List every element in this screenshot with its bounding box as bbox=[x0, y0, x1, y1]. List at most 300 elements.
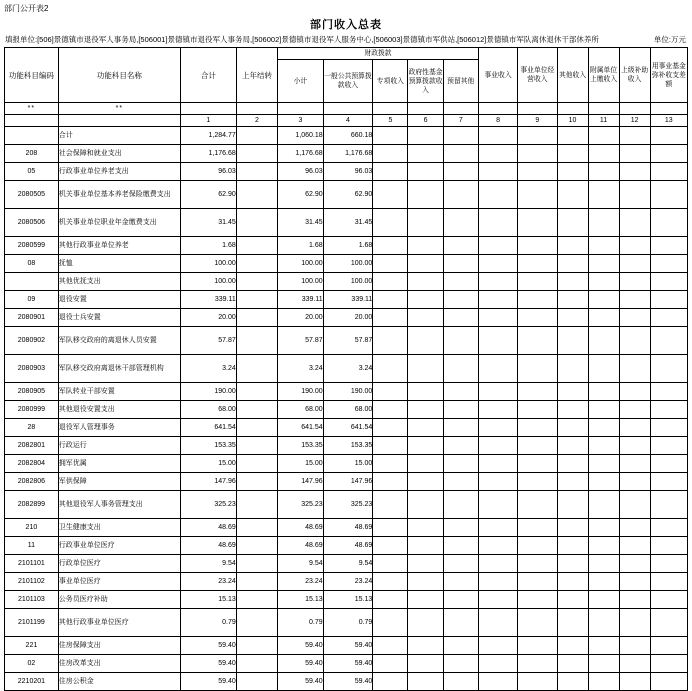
cell-affiliated-income bbox=[588, 237, 619, 255]
table-column-number-row bbox=[5, 115, 688, 127]
cell-affiliated-income bbox=[588, 355, 619, 383]
star-cell-9 bbox=[443, 103, 478, 115]
cell-other-income bbox=[557, 127, 588, 145]
cell-special-income bbox=[373, 437, 408, 455]
cell-superior-subsidy bbox=[619, 355, 650, 383]
cell-fiscal-subtotal: 62.90 bbox=[278, 181, 324, 209]
cell-other-income bbox=[557, 273, 588, 291]
star-cell-12 bbox=[557, 103, 588, 115]
colnum-15: 13 bbox=[650, 115, 687, 127]
cell-fund-balance bbox=[650, 309, 687, 327]
cell-code: 2082801 bbox=[5, 437, 59, 455]
cell-gov-fund bbox=[408, 273, 443, 291]
cell-business-income bbox=[478, 401, 517, 419]
cell-code: 210 bbox=[5, 519, 59, 537]
cell-general-public: 20.00 bbox=[323, 309, 373, 327]
cell-code: 2210201 bbox=[5, 673, 59, 691]
cell-other-income bbox=[557, 383, 588, 401]
cell-name: 行政单位医疗 bbox=[58, 555, 180, 573]
table-row bbox=[5, 181, 688, 209]
table-body bbox=[5, 127, 688, 691]
cell-reserved bbox=[443, 401, 478, 419]
cell-reserved bbox=[443, 637, 478, 655]
cell-code: 2080999 bbox=[5, 401, 59, 419]
cell-business-income bbox=[478, 537, 517, 555]
cell-business-op-income bbox=[518, 419, 557, 437]
table-row bbox=[5, 255, 688, 273]
cell-general-public: 325.23 bbox=[323, 491, 373, 519]
table-row bbox=[5, 355, 688, 383]
cell-affiliated-income bbox=[588, 519, 619, 537]
cell-affiliated-income bbox=[588, 145, 619, 163]
table-row bbox=[5, 673, 688, 691]
cell-superior-subsidy bbox=[619, 555, 650, 573]
cell-name: 退役军人管理事务 bbox=[58, 419, 180, 437]
cell-fund-balance bbox=[650, 537, 687, 555]
cell-superior-subsidy bbox=[619, 573, 650, 591]
header-reserved: 预留其他 bbox=[443, 60, 478, 103]
cell-superior-subsidy bbox=[619, 145, 650, 163]
cell-special-income bbox=[373, 383, 408, 401]
cell-total: 68.00 bbox=[180, 401, 236, 419]
cell-business-income bbox=[478, 163, 517, 181]
star-cell-6 bbox=[323, 103, 373, 115]
cell-code: 2101101 bbox=[5, 555, 59, 573]
cell-carryover bbox=[236, 309, 277, 327]
cell-code: 2080599 bbox=[5, 237, 59, 255]
cell-affiliated-income bbox=[588, 673, 619, 691]
cell-total: 147.96 bbox=[180, 473, 236, 491]
header-business-income: 事业收入 bbox=[478, 48, 517, 103]
cell-fiscal-subtotal: 15.00 bbox=[278, 455, 324, 473]
cell-other-income bbox=[557, 291, 588, 309]
cell-fiscal-subtotal: 96.03 bbox=[278, 163, 324, 181]
cell-special-income bbox=[373, 491, 408, 519]
cell-gov-fund bbox=[408, 491, 443, 519]
cell-other-income bbox=[557, 355, 588, 383]
cell-total: 325.23 bbox=[180, 491, 236, 519]
cell-business-op-income bbox=[518, 255, 557, 273]
cell-carryover bbox=[236, 491, 277, 519]
cell-other-income bbox=[557, 655, 588, 673]
cell-carryover bbox=[236, 273, 277, 291]
cell-total: 153.35 bbox=[180, 437, 236, 455]
cell-fund-balance bbox=[650, 237, 687, 255]
cell-business-income bbox=[478, 209, 517, 237]
cell-reserved bbox=[443, 383, 478, 401]
cell-fiscal-subtotal: 1.68 bbox=[278, 237, 324, 255]
cell-other-income bbox=[557, 419, 588, 437]
cell-gov-fund bbox=[408, 419, 443, 437]
cell-business-op-income bbox=[518, 455, 557, 473]
cell-total: 1.68 bbox=[180, 237, 236, 255]
cell-code bbox=[5, 127, 59, 145]
star-cell-7 bbox=[373, 103, 408, 115]
cell-business-op-income bbox=[518, 209, 557, 237]
cell-business-op-income bbox=[518, 309, 557, 327]
cell-superior-subsidy bbox=[619, 291, 650, 309]
cell-carryover bbox=[236, 455, 277, 473]
cell-other-income bbox=[557, 145, 588, 163]
cell-affiliated-income bbox=[588, 473, 619, 491]
cell-carryover bbox=[236, 419, 277, 437]
cell-special-income bbox=[373, 573, 408, 591]
cell-reserved bbox=[443, 437, 478, 455]
cell-fund-balance bbox=[650, 673, 687, 691]
cell-other-income bbox=[557, 473, 588, 491]
cell-fiscal-subtotal: 1,060.18 bbox=[278, 127, 324, 145]
colnum-12: 10 bbox=[557, 115, 588, 127]
cell-business-income bbox=[478, 591, 517, 609]
colnum-5: 3 bbox=[278, 115, 324, 127]
cell-affiliated-income bbox=[588, 591, 619, 609]
cell-carryover bbox=[236, 327, 277, 355]
cell-name: 事业单位医疗 bbox=[58, 573, 180, 591]
colnum-4: 2 bbox=[236, 115, 277, 127]
cell-general-public: 31.45 bbox=[323, 209, 373, 237]
cell-gov-fund bbox=[408, 255, 443, 273]
cell-fund-balance bbox=[650, 273, 687, 291]
cell-fund-balance bbox=[650, 383, 687, 401]
cell-business-income bbox=[478, 519, 517, 537]
table-row bbox=[5, 237, 688, 255]
cell-reserved bbox=[443, 673, 478, 691]
colnum-11: 9 bbox=[518, 115, 557, 127]
cell-special-income bbox=[373, 273, 408, 291]
cell-name: 其他退役安置支出 bbox=[58, 401, 180, 419]
cell-business-income bbox=[478, 309, 517, 327]
cell-reserved bbox=[443, 555, 478, 573]
cell-business-op-income bbox=[518, 491, 557, 519]
cell-general-public: 57.87 bbox=[323, 327, 373, 355]
cell-fiscal-subtotal: 23.24 bbox=[278, 573, 324, 591]
cell-other-income bbox=[557, 255, 588, 273]
header-name: 功能科目名称 bbox=[58, 48, 180, 103]
star-cell-name: ** bbox=[58, 103, 180, 115]
cell-general-public: 100.00 bbox=[323, 255, 373, 273]
cell-code: 2082899 bbox=[5, 491, 59, 519]
cell-reserved bbox=[443, 419, 478, 437]
cell-carryover bbox=[236, 401, 277, 419]
header-fiscal-group: 财政拨款 bbox=[278, 48, 479, 60]
cell-fund-balance bbox=[650, 437, 687, 455]
cell-gov-fund bbox=[408, 637, 443, 655]
star-cell-14 bbox=[619, 103, 650, 115]
cell-carryover bbox=[236, 473, 277, 491]
cell-gov-fund bbox=[408, 291, 443, 309]
cell-fund-balance bbox=[650, 473, 687, 491]
cell-other-income bbox=[557, 163, 588, 181]
cell-total: 20.00 bbox=[180, 309, 236, 327]
cell-reserved bbox=[443, 491, 478, 519]
cell-superior-subsidy bbox=[619, 655, 650, 673]
cell-special-income bbox=[373, 291, 408, 309]
cell-business-income bbox=[478, 237, 517, 255]
cell-fiscal-subtotal: 100.00 bbox=[278, 255, 324, 273]
cell-business-income bbox=[478, 455, 517, 473]
cell-carryover bbox=[236, 163, 277, 181]
cell-total: 48.69 bbox=[180, 537, 236, 555]
cell-total: 339.11 bbox=[180, 291, 236, 309]
cell-name: 军队转业干部安置 bbox=[58, 383, 180, 401]
table-row bbox=[5, 555, 688, 573]
cell-fiscal-subtotal: 0.79 bbox=[278, 609, 324, 637]
cell-special-income bbox=[373, 181, 408, 209]
cell-code: 2080903 bbox=[5, 355, 59, 383]
cell-general-public: 68.00 bbox=[323, 401, 373, 419]
cell-special-income bbox=[373, 237, 408, 255]
cell-business-op-income bbox=[518, 473, 557, 491]
cell-fund-balance bbox=[650, 327, 687, 355]
cell-reserved bbox=[443, 291, 478, 309]
table-row bbox=[5, 637, 688, 655]
cell-code: 11 bbox=[5, 537, 59, 555]
cell-general-public: 0.79 bbox=[323, 609, 373, 637]
colnum-14: 12 bbox=[619, 115, 650, 127]
cell-total: 15.00 bbox=[180, 455, 236, 473]
cell-gov-fund bbox=[408, 383, 443, 401]
cell-code: 2080505 bbox=[5, 181, 59, 209]
colnum-13: 11 bbox=[588, 115, 619, 127]
cell-fiscal-subtotal: 68.00 bbox=[278, 401, 324, 419]
header-fiscal-subtotal: 小计 bbox=[278, 60, 324, 103]
star-cell-11 bbox=[518, 103, 557, 115]
cell-fund-balance bbox=[650, 655, 687, 673]
cell-gov-fund bbox=[408, 237, 443, 255]
cell-affiliated-income bbox=[588, 637, 619, 655]
cell-reserved bbox=[443, 273, 478, 291]
cell-business-income bbox=[478, 437, 517, 455]
header-carryover: 上年结转 bbox=[236, 48, 277, 103]
cell-name: 住房公积金 bbox=[58, 673, 180, 691]
cell-total: 59.40 bbox=[180, 655, 236, 673]
cell-special-income bbox=[373, 591, 408, 609]
header-gov-fund: 政府性基金预算拨款收入 bbox=[408, 60, 443, 103]
table-row bbox=[5, 655, 688, 673]
cell-special-income bbox=[373, 637, 408, 655]
cell-reserved bbox=[443, 237, 478, 255]
cell-fiscal-subtotal: 15.13 bbox=[278, 591, 324, 609]
cell-superior-subsidy bbox=[619, 273, 650, 291]
cell-superior-subsidy bbox=[619, 537, 650, 555]
cell-carryover bbox=[236, 591, 277, 609]
table-star-row bbox=[5, 103, 688, 115]
cell-fund-balance bbox=[650, 573, 687, 591]
cell-superior-subsidy bbox=[619, 673, 650, 691]
cell-business-op-income bbox=[518, 383, 557, 401]
header-special-income: 专项收入 bbox=[373, 60, 408, 103]
cell-affiliated-income bbox=[588, 437, 619, 455]
cell-name: 军供保障 bbox=[58, 473, 180, 491]
cell-special-income bbox=[373, 401, 408, 419]
cell-affiliated-income bbox=[588, 127, 619, 145]
cell-fiscal-subtotal: 153.35 bbox=[278, 437, 324, 455]
document-tag: 部门公开表2 bbox=[4, 4, 49, 13]
cell-fund-balance bbox=[650, 291, 687, 309]
cell-name: 机关事业单位职业年金缴费支出 bbox=[58, 209, 180, 237]
meta-row bbox=[0, 35, 692, 47]
cell-name: 合计 bbox=[58, 127, 180, 145]
cell-total: 59.40 bbox=[180, 673, 236, 691]
cell-other-income bbox=[557, 327, 588, 355]
cell-code: 2082804 bbox=[5, 455, 59, 473]
cell-superior-subsidy bbox=[619, 237, 650, 255]
table-row bbox=[5, 209, 688, 237]
colnum-3: 1 bbox=[180, 115, 236, 127]
table-row bbox=[5, 455, 688, 473]
cell-code: 28 bbox=[5, 419, 59, 437]
cell-total: 23.24 bbox=[180, 573, 236, 591]
cell-carryover bbox=[236, 555, 277, 573]
cell-fund-balance bbox=[650, 591, 687, 609]
cell-special-income bbox=[373, 145, 408, 163]
cell-code: 08 bbox=[5, 255, 59, 273]
cell-business-income bbox=[478, 473, 517, 491]
cell-general-public: 59.40 bbox=[323, 637, 373, 655]
table-row bbox=[5, 473, 688, 491]
cell-fund-balance bbox=[650, 519, 687, 537]
cell-other-income bbox=[557, 401, 588, 419]
cell-other-income bbox=[557, 491, 588, 519]
cell-business-op-income bbox=[518, 555, 557, 573]
colnum-6: 4 bbox=[323, 115, 373, 127]
cell-superior-subsidy bbox=[619, 255, 650, 273]
header-general-public: 一般公共预算拨款收入 bbox=[323, 60, 373, 103]
star-cell-3 bbox=[180, 103, 236, 115]
cell-total: 1,176.68 bbox=[180, 145, 236, 163]
cell-business-op-income bbox=[518, 573, 557, 591]
cell-affiliated-income bbox=[588, 291, 619, 309]
cell-business-op-income bbox=[518, 655, 557, 673]
cell-fund-balance bbox=[650, 555, 687, 573]
cell-total: 48.69 bbox=[180, 519, 236, 537]
cell-special-income bbox=[373, 473, 408, 491]
cell-gov-fund bbox=[408, 327, 443, 355]
cell-affiliated-income bbox=[588, 573, 619, 591]
cell-total: 15.13 bbox=[180, 591, 236, 609]
cell-fiscal-subtotal: 9.54 bbox=[278, 555, 324, 573]
header-code: 功能科目编码 bbox=[5, 48, 59, 103]
cell-general-public: 660.18 bbox=[323, 127, 373, 145]
cell-fund-balance bbox=[650, 455, 687, 473]
cell-gov-fund bbox=[408, 573, 443, 591]
cell-carryover bbox=[236, 437, 277, 455]
cell-gov-fund bbox=[408, 309, 443, 327]
colnum-1 bbox=[5, 115, 59, 127]
cell-fiscal-subtotal: 57.87 bbox=[278, 327, 324, 355]
cell-total: 9.54 bbox=[180, 555, 236, 573]
cell-other-income bbox=[557, 591, 588, 609]
cell-special-income bbox=[373, 519, 408, 537]
cell-reserved bbox=[443, 473, 478, 491]
table-header-row-1 bbox=[5, 48, 688, 60]
cell-business-income bbox=[478, 145, 517, 163]
cell-code: 208 bbox=[5, 145, 59, 163]
cell-fiscal-subtotal: 641.54 bbox=[278, 419, 324, 437]
cell-name: 卫生健康支出 bbox=[58, 519, 180, 537]
cell-superior-subsidy bbox=[619, 401, 650, 419]
cell-total: 59.40 bbox=[180, 637, 236, 655]
cell-general-public: 339.11 bbox=[323, 291, 373, 309]
cell-general-public: 147.96 bbox=[323, 473, 373, 491]
cell-carryover bbox=[236, 519, 277, 537]
table-row bbox=[5, 327, 688, 355]
cell-fund-balance bbox=[650, 145, 687, 163]
cell-carryover bbox=[236, 127, 277, 145]
cell-superior-subsidy bbox=[619, 163, 650, 181]
cell-superior-subsidy bbox=[619, 637, 650, 655]
cell-fiscal-subtotal: 20.00 bbox=[278, 309, 324, 327]
cell-affiliated-income bbox=[588, 419, 619, 437]
colnum-8: 6 bbox=[408, 115, 443, 127]
table-row bbox=[5, 383, 688, 401]
cell-fiscal-subtotal: 190.00 bbox=[278, 383, 324, 401]
cell-name: 其他行政事业单位医疗 bbox=[58, 609, 180, 637]
cell-special-income bbox=[373, 555, 408, 573]
cell-reserved bbox=[443, 309, 478, 327]
cell-affiliated-income bbox=[588, 327, 619, 355]
cell-name: 社会保障和就业支出 bbox=[58, 145, 180, 163]
cell-gov-fund bbox=[408, 555, 443, 573]
table-row bbox=[5, 309, 688, 327]
cell-general-public: 23.24 bbox=[323, 573, 373, 591]
cell-business-income bbox=[478, 637, 517, 655]
cell-fiscal-subtotal: 31.45 bbox=[278, 209, 324, 237]
cell-superior-subsidy bbox=[619, 209, 650, 237]
cell-other-income bbox=[557, 437, 588, 455]
cell-name: 退役安置 bbox=[58, 291, 180, 309]
table-row bbox=[5, 591, 688, 609]
cell-fiscal-subtotal: 339.11 bbox=[278, 291, 324, 309]
cell-fiscal-subtotal: 325.23 bbox=[278, 491, 324, 519]
cell-other-income bbox=[557, 537, 588, 555]
cell-gov-fund bbox=[408, 455, 443, 473]
page-title: 部门收入总表 bbox=[310, 19, 382, 31]
table-row bbox=[5, 127, 688, 145]
header-other-income: 其他收入 bbox=[557, 48, 588, 103]
cell-reserved bbox=[443, 181, 478, 209]
cell-fund-balance bbox=[650, 355, 687, 383]
star-cell-code: ** bbox=[5, 103, 59, 115]
cell-fund-balance bbox=[650, 127, 687, 145]
cell-carryover bbox=[236, 537, 277, 555]
cell-total: 100.00 bbox=[180, 255, 236, 273]
table-row bbox=[5, 573, 688, 591]
cell-general-public: 62.90 bbox=[323, 181, 373, 209]
cell-special-income bbox=[373, 673, 408, 691]
cell-carryover bbox=[236, 573, 277, 591]
cell-name: 机关事业单位基本养老保险缴费支出 bbox=[58, 181, 180, 209]
cell-special-income bbox=[373, 455, 408, 473]
cell-reserved bbox=[443, 327, 478, 355]
cell-other-income bbox=[557, 519, 588, 537]
cell-reserved bbox=[443, 355, 478, 383]
cell-fund-balance bbox=[650, 401, 687, 419]
cell-reserved bbox=[443, 655, 478, 673]
cell-gov-fund bbox=[408, 655, 443, 673]
cell-total: 96.03 bbox=[180, 163, 236, 181]
cell-code: 09 bbox=[5, 291, 59, 309]
cell-superior-subsidy bbox=[619, 127, 650, 145]
cell-business-op-income bbox=[518, 327, 557, 355]
cell-superior-subsidy bbox=[619, 327, 650, 355]
cell-reserved bbox=[443, 163, 478, 181]
cell-superior-subsidy bbox=[619, 519, 650, 537]
cell-business-income bbox=[478, 573, 517, 591]
colnum-7: 5 bbox=[373, 115, 408, 127]
star-cell-15 bbox=[650, 103, 687, 115]
cell-code: 05 bbox=[5, 163, 59, 181]
